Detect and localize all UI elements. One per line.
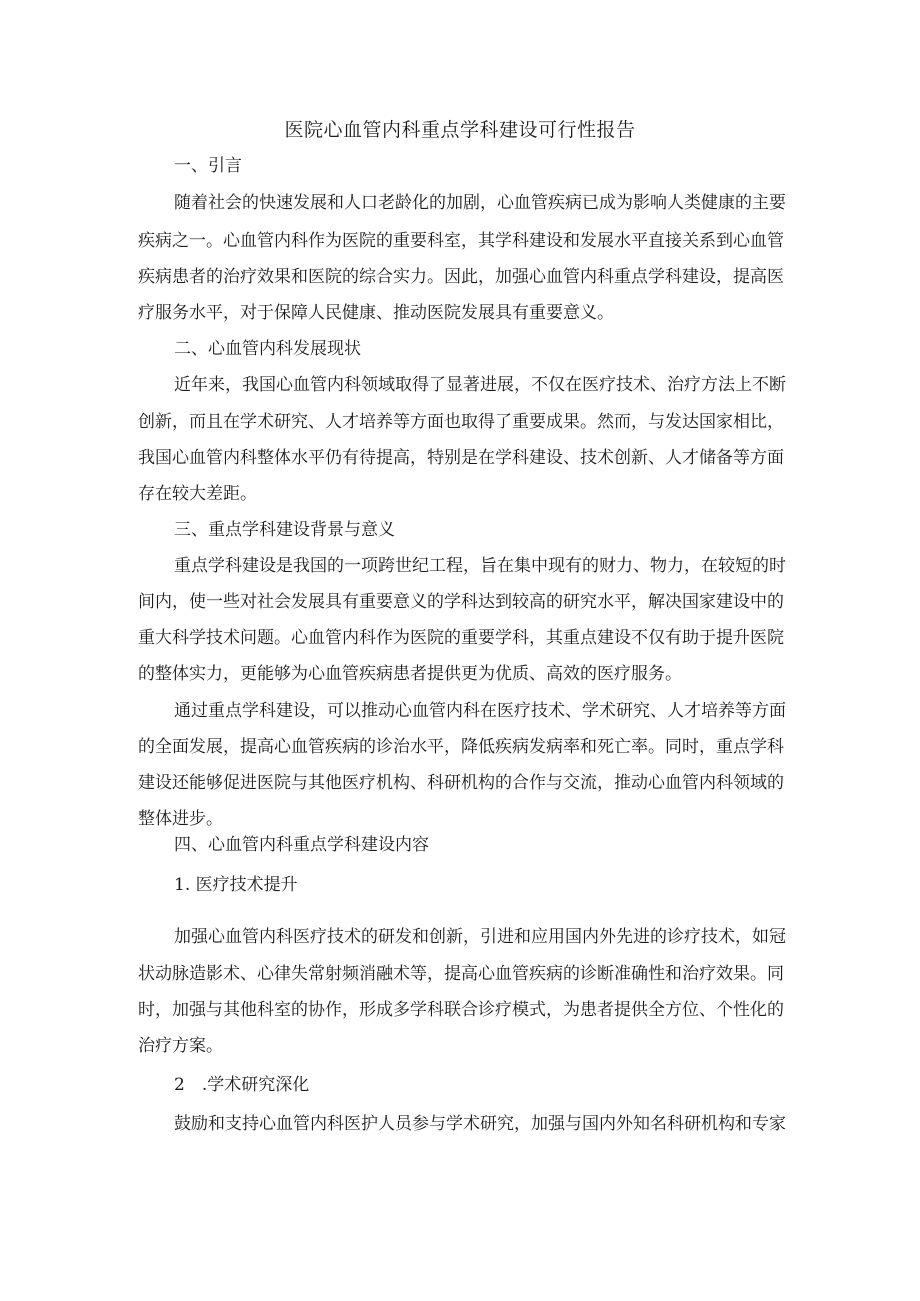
section-heading-background: 三、重点学科建设背景与意义 <box>174 520 395 540</box>
paragraph-line: 鼓励和支持心血管内科医护人员参与学术研究，加强与国内外知名科研机构和专家 <box>174 1114 786 1134</box>
paragraph-line: 加强心血管内科医疗技术的研发和创新，引进和应用国内外先进的诊疗技术，如冠 <box>174 927 786 947</box>
section-heading-intro: 一、引言 <box>174 156 242 176</box>
paragraph-line: 存在较大差距。 <box>138 484 257 504</box>
document-title: 医院心血管内科重点学科建设可行性报告 <box>284 119 636 141</box>
paragraph-line: 近年来，我国心血管内科领域取得了显著进展，不仅在医疗技术、治疗方法上不断 <box>174 375 786 395</box>
section-heading-content: 四、心血管内科重点学科建设内容 <box>174 835 429 855</box>
section-heading-status: 二、心血管内科发展现状 <box>174 339 361 359</box>
paragraph-line: 的全面发展，提高心血管疾病的诊治水平，降低疾病发病率和死亡率。同时，重点学科 <box>138 737 784 757</box>
subsection-heading-medical-tech: 1. 医疗技术提升 <box>174 875 298 895</box>
paragraph-line: 重大科学技术问题。心血管内科作为医院的重要学科，其重点建设不仅有助于提升医院 <box>138 628 784 648</box>
paragraph-line: 治疗方案。 <box>138 1036 223 1056</box>
paragraph-line: 随着社会的快速发展和人口老龄化的加剧，心血管疾病已成为影响人类健康的主要 <box>174 193 786 213</box>
paragraph-line: 时，加强与其他科室的协作，形成多学科联合诊疗模式，为患者提供全方位、个性化的 <box>138 1000 784 1020</box>
paragraph-line: 疾病患者的治疗效果和医院的综合实力。因此，加强心血管内科重点学科建设，提高医 <box>138 267 784 287</box>
paragraph-line: 建设还能够促进医院与其他医疗机构、科研机构的合作与交流，推动心血管内科领域的 <box>138 773 784 793</box>
paragraph-line: 重点学科建设是我国的一项跨世纪工程，旨在集中现有的财力、物力，在较短的时 <box>174 556 786 576</box>
paragraph-line: 我国心血管内科整体水平仍有待提高，特别是在学科建设、技术创新、人才储备等方面 <box>138 448 784 468</box>
paragraph-line: 创新，而且在学术研究、人才培养等方面也取得了重要成果。然而，与发达国家相比， <box>138 412 784 432</box>
paragraph-line: 疗服务水平，对于保障人民健康、推动医院发展具有重要意义。 <box>138 303 614 323</box>
subsection-heading-research: 2 .学术研究深化 <box>174 1075 310 1095</box>
paragraph-line: 疾病之一。心血管内科作为医院的重要科室，其学科建设和发展水平直接关系到心血管 <box>138 231 784 251</box>
paragraph-line: 间内，使一些对社会发展具有重要意义的学科达到较高的研究水平，解决国家建设中的 <box>138 592 784 612</box>
paragraph-line: 状动脉造影术、心律失常射频消融术等，提高心血管疾病的诊断准确性和治疗效果。同 <box>138 964 784 984</box>
paragraph-line: 通过重点学科建设，可以推动心血管内科在医疗技术、学术研究、人才培养等方面 <box>174 701 786 721</box>
paragraph-line: 整体进步。 <box>138 809 223 829</box>
paragraph-line: 的整体实力，更能够为心血管疾病患者提供更为优质、高效的医疗服务。 <box>138 664 682 684</box>
